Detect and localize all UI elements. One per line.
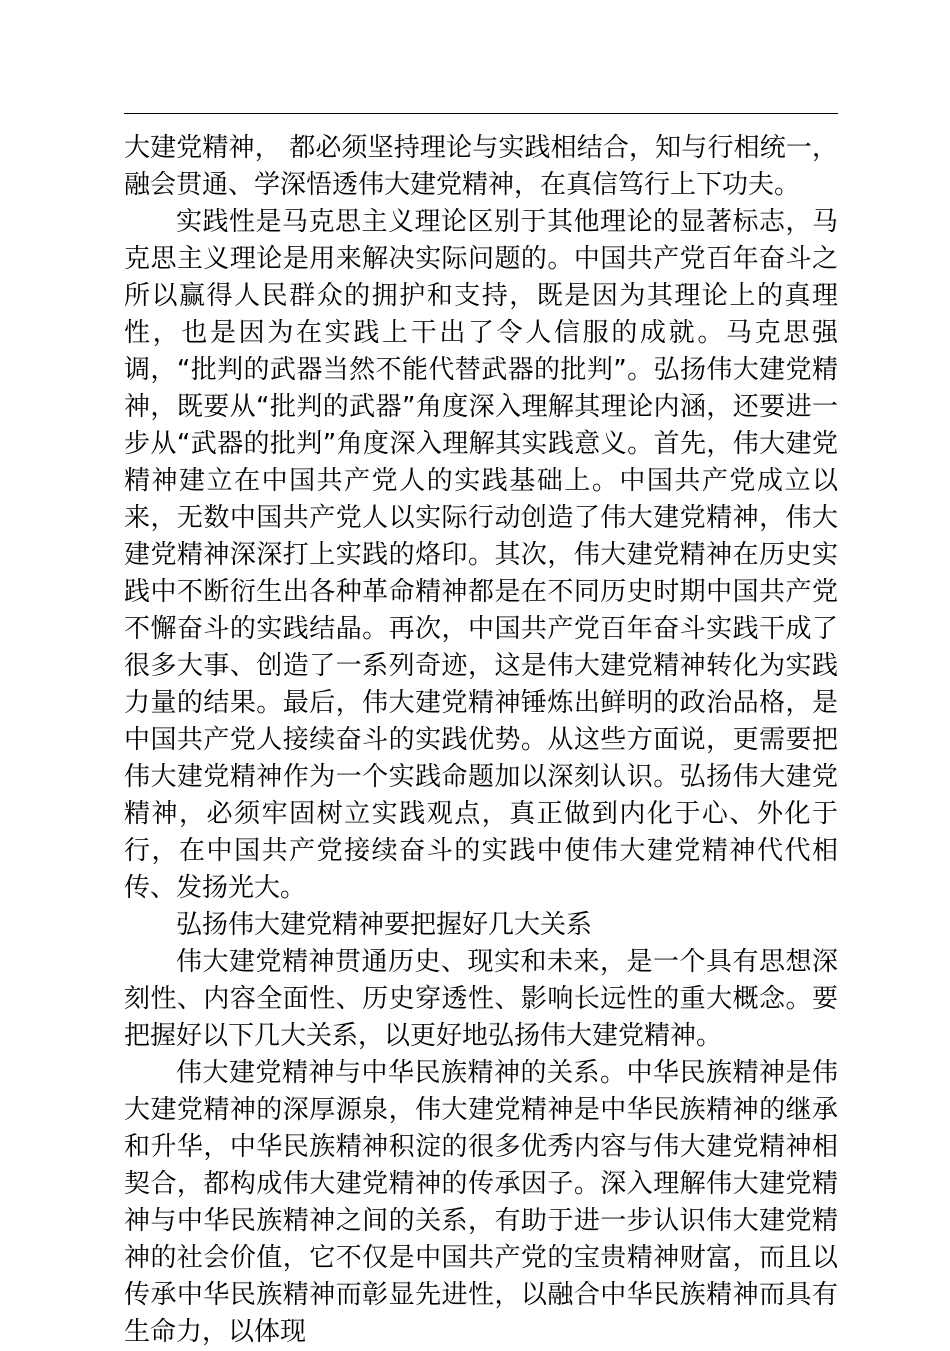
paragraph-relations-intro: 伟大建党精神贯通历史、现实和未来，是一个具有思想深刻性、内容全面性、历史穿透性、影响长远性的重大概念。要把握好以下几大关系，以更好地弘扬伟大建党精神。	[124, 947, 838, 1051]
paragraph-practice: 实践性是马克思主义理论区别于其他理论的显著标志，马克思主义理论是用来解决实际问题的。中国共产党百年奋斗之所以赢得人民群众的拥护和支持，既是因为其理论上的真理性，也是因为在实践上干出了令人信服的成就。马克思强调，“批判的武器当然不能代替武器的批判”。弘扬伟大建党精神，既要从“批判的武器”角度深入理解其理论内涵，还要进一步从“武器的批判”角度深入理解其实践意义。首先，伟大建党精神建立在中国共产党人的实践基础上。中国共产党成立以来，无数中国共产党人以实际行动创造了伟大建党精神，伟大建党精神深深打上实践的烙印。其次，伟大建党精神在历史实践中不断衍生出各种革命精神都是在不同历史时期中国共产党不懈奋斗的实践结晶。再次，中国共产党百年奋斗实践干成了很多大事、创造了一系列奇迹，这是伟大建党精神转化为实践力量的结果。最后，伟大建党精神锤炼出鲜明的政治品格，是中国共产党人接续奋斗的实践优势。从这些方面说，更需要把伟大建党精神作为一个实践命题加以深刻认识。弘扬伟大建党精神，必须牢固树立实践观点，真正做到内化于心、外化于行，在中国共产党接续奋斗的实践中使伟大建党精神代代相传、发扬光大。	[124, 207, 838, 903]
paragraph-national-spirit: 伟大建党精神与中华民族精神的关系。中华民族精神是伟大建党精神的深厚源泉，伟大建党精神是中华民族精神的继承和升华，中华民族精神积淀的很多优秀内容与伟大建党精神相契合，都构成伟大建党精神的传承因子。深入理解伟大建党精神与中华民族精神之间的关系，有助于进一步认识伟大建党精神的社会价值，它不仅是中国共产党的宝贵精神财富，而且以传承中华民族精神而彰显先进性，以融合中华民族精神而具有生命力，以体现	[124, 1058, 838, 1347]
document-body	[124, 130, 838, 1351]
paragraph-continuation: 大建党精神， 都必须坚持理论与实践相结合，知与行相统一，融会贯通、学深悟透伟大建党精神，在真信笃行上下功夫。	[124, 133, 838, 200]
section-heading: 弘扬伟大建党精神要把握好几大关系	[176, 910, 593, 940]
header-rule	[124, 113, 838, 114]
